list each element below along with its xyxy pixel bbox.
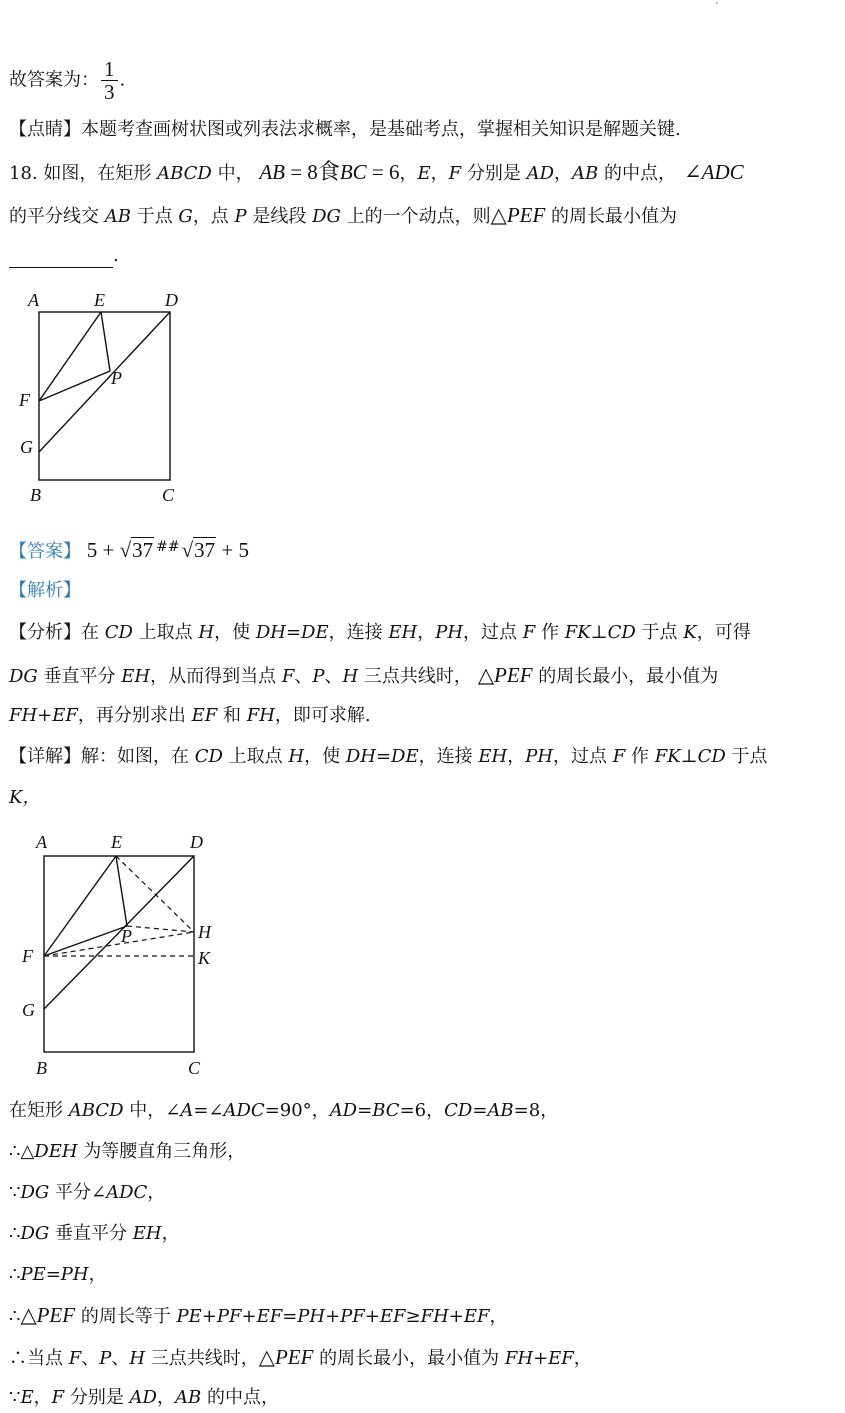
proof-line [9, 1099, 558, 1123]
fraction [101, 58, 118, 103]
variable: CD [194, 746, 223, 767]
variable: FK [564, 622, 591, 643]
var-g: G [178, 206, 193, 227]
text: ∵ [9, 1182, 21, 1203]
text: ， [489, 1306, 508, 1327]
var-h: H [342, 666, 359, 687]
text: 、 [324, 666, 343, 687]
text: ⊥ [680, 746, 698, 767]
label-c: C [188, 1058, 201, 1078]
text: 和 [217, 705, 247, 726]
text: 三点共线时， [145, 1348, 259, 1369]
segment-ep [101, 312, 110, 371]
math-triangle-pef: △PEF [20, 1303, 76, 1327]
text: 的中点， [598, 163, 677, 184]
variable: AB [487, 1100, 514, 1121]
variable: EH [388, 622, 418, 643]
text: ∴当点 [9, 1348, 69, 1369]
variable: F [51, 1387, 65, 1408]
var-fh-ef: FH+EF [9, 705, 78, 726]
variable: F [522, 622, 536, 643]
segment-ep [116, 856, 127, 926]
label-a: A [36, 832, 47, 852]
variable: AD [329, 1100, 358, 1121]
variable: AB [174, 1387, 202, 1408]
text: 上的一个动点，则 [340, 206, 491, 227]
text: 中， [211, 163, 254, 184]
text: ， [507, 746, 526, 767]
text: =90°， [264, 1100, 330, 1121]
variable: PH [435, 622, 464, 643]
variable: H [198, 622, 215, 643]
text: 于点 [725, 746, 768, 767]
text: ，使 [214, 622, 256, 643]
text: 于点 [130, 206, 179, 227]
proof-line [9, 1263, 107, 1287]
text: 在 [81, 622, 105, 643]
answer-expr-prefix: 5 + [86, 538, 120, 562]
text: 作 [535, 622, 565, 643]
fenxi-line-3 [9, 704, 371, 728]
variable: K [683, 622, 697, 643]
math-eq6: = 6 [366, 160, 400, 184]
variable: FH+EF [504, 1348, 574, 1369]
text: 垂直平分 [37, 666, 122, 687]
math-triangle-pef: △PEF [490, 203, 546, 227]
variable: FK [654, 746, 681, 767]
text: ，使 [304, 746, 346, 767]
var-ab: AB [572, 163, 599, 184]
label-d: D [165, 290, 178, 310]
var-fh: FH [246, 705, 275, 726]
text: 为等腰直角三角形， [77, 1141, 246, 1162]
text: . [113, 245, 119, 266]
var-ad: AD [526, 163, 555, 184]
xiangjie-line-2: K， [9, 787, 41, 808]
text: ∴△ [9, 1141, 35, 1162]
variable: DEH [34, 1141, 78, 1162]
label-p: P [121, 926, 132, 946]
text: ， [399, 163, 418, 184]
variable: DH=DE [255, 622, 329, 643]
segment-fh-dashed [44, 932, 194, 956]
variable: FH+EF [420, 1306, 490, 1327]
variable: F [68, 1348, 82, 1369]
garbled-glyph: 食 [317, 160, 340, 185]
proof-line [9, 1345, 592, 1371]
text: ，点 [192, 206, 235, 227]
proof-line [9, 1386, 279, 1410]
problem-line-1 [9, 160, 744, 186]
label-g: G [22, 1000, 35, 1020]
var-eh: EH [121, 666, 151, 687]
text: ，可得 [696, 622, 751, 643]
variable: E [20, 1387, 34, 1408]
text: ，从而得到当点 [150, 666, 282, 687]
text: 的平分线交 [9, 206, 105, 227]
text: 上取点 [222, 746, 289, 767]
variable: CD [607, 622, 636, 643]
text: =∠ [193, 1100, 224, 1121]
var-ef: EF [191, 705, 218, 726]
sqrt-37: √37 [119, 538, 154, 562]
radicand: 37 [132, 538, 154, 562]
variable: ABCD [68, 1100, 124, 1121]
variable: AD [129, 1387, 157, 1408]
text: =8， [513, 1100, 559, 1121]
segment-fp [44, 926, 127, 956]
text: ， [33, 1387, 52, 1408]
label-g: G [20, 437, 33, 457]
text: ，过点 [553, 746, 613, 767]
review-line [9, 118, 681, 142]
text: 作 [625, 746, 655, 767]
proof-line [9, 1222, 180, 1246]
text: ， [88, 1264, 107, 1285]
text: 是线段 [246, 206, 313, 227]
text: ∴ [9, 1223, 21, 1244]
variable: ADC [106, 1182, 148, 1203]
text: 中，∠ [123, 1100, 181, 1121]
math-angle-adc: ∠ADC [684, 160, 744, 184]
review-text: 本题考查画树状图或列表法求概率，是基础考点，掌握相关知识是解题关键. [81, 119, 681, 140]
segment-ef [44, 856, 116, 956]
text: 、 [111, 1348, 130, 1369]
label-f: F [19, 390, 30, 410]
var-f: F [281, 666, 295, 687]
text: ，连接 [418, 746, 479, 767]
text: 解：如图，在 [81, 746, 195, 767]
review-tag: 【点睛】 [9, 119, 81, 140]
text: ⊥ [590, 622, 608, 643]
variable: BC [372, 1100, 400, 1121]
xiangjie-line-1 [9, 745, 768, 769]
answer-line [9, 535, 249, 564]
text: ∵ [9, 1387, 21, 1408]
text: ，再分别求出 [77, 705, 192, 726]
text: 在矩形 [9, 1100, 69, 1121]
text: 三点共线时， [358, 666, 472, 687]
analysis-tag: 【解析】 [9, 580, 81, 601]
answer-blank-line [9, 244, 119, 268]
answer-expr-suffix: + 5 [216, 538, 249, 562]
rectangle-abcd [44, 856, 194, 1052]
fenxi-line-2 [9, 663, 718, 689]
answer-tag: 【答案】 [9, 541, 81, 562]
text: ， [430, 163, 449, 184]
fraction-denominator: 3 [104, 80, 115, 104]
var-abcd: ABCD [157, 163, 212, 184]
variable: F [612, 746, 626, 767]
proof-line [9, 1303, 507, 1329]
text: 上取点 [132, 622, 199, 643]
segment-ph-dashed [127, 926, 194, 932]
label-f: F [22, 946, 33, 966]
label-e: E [111, 832, 122, 852]
variable: CD [104, 622, 133, 643]
variable: DG [20, 1182, 50, 1203]
previous-answer-line [9, 58, 125, 103]
var-e: E [417, 163, 431, 184]
label-a: A [28, 290, 39, 310]
scan-dot [716, 2, 718, 4]
var-f: F [448, 163, 462, 184]
variable: CD [697, 746, 726, 767]
label-h: H [198, 922, 211, 942]
label-e: E [94, 290, 105, 310]
text: 的周长最小，最小值为 [532, 666, 719, 687]
text: 、 [81, 1348, 100, 1369]
text: 的周长最小，最小值为 [313, 1348, 505, 1369]
var-dg: DG [9, 666, 38, 687]
text: ， [156, 1387, 175, 1408]
label-b: B [36, 1058, 47, 1078]
text: 垂直平分 [49, 1223, 133, 1244]
label-d: D [190, 832, 203, 852]
variable: EH [478, 746, 508, 767]
text: = [357, 1100, 373, 1121]
figure-2 [10, 826, 230, 1081]
text: 于点 [635, 622, 684, 643]
text: ，连接 [328, 622, 389, 643]
label-p: P [111, 368, 122, 388]
variable: A [180, 1100, 194, 1121]
variable: PE=PH [20, 1264, 89, 1285]
fenxi-tag: 【分析】 [9, 622, 81, 643]
label-k: K [198, 948, 211, 968]
text: ≥ [405, 1306, 421, 1327]
sqrt-37: √37 [181, 538, 216, 562]
text: ， [161, 1223, 180, 1244]
variable: H [288, 746, 305, 767]
text: 平分∠ [49, 1182, 107, 1203]
answer-prefix: 故答案为： [9, 69, 99, 91]
problem-line-2 [9, 203, 677, 229]
text: 、 [294, 666, 313, 687]
text: 的周长最小值为 [545, 206, 678, 227]
text: ， [573, 1348, 592, 1369]
variable: EH [132, 1223, 162, 1244]
math-triangle-pef: △PEF [477, 663, 533, 687]
text: ， [554, 163, 573, 184]
xiangjie-tag: 【详解】 [9, 746, 81, 767]
figure-1 [10, 285, 210, 510]
proof-line [9, 1140, 245, 1164]
math-triangle-pef: △PEF [258, 1345, 314, 1369]
math-eq8: = 8 [284, 160, 318, 184]
variable: P [99, 1348, 112, 1369]
fenxi-line-1-text [81, 622, 751, 643]
variable: CD [444, 1100, 473, 1121]
variable: ADC [223, 1100, 265, 1121]
label-b: B [30, 485, 41, 505]
fraction-numerator: 1 [101, 58, 118, 81]
variable: H [129, 1348, 146, 1369]
variable: PH [525, 746, 554, 767]
text: ，过点 [463, 622, 523, 643]
xiangjie-line-1-text [81, 746, 768, 767]
var-dg: DG [312, 206, 341, 227]
answer-blank [9, 249, 113, 268]
variable: DG [20, 1223, 50, 1244]
text: 的中点， [201, 1387, 279, 1408]
text: ， [417, 622, 436, 643]
label-c: C [162, 485, 175, 505]
var-ab: AB [104, 206, 131, 227]
var-p: P [234, 206, 247, 227]
variable: PE+PF+EF=PH+PF+EF [176, 1306, 406, 1327]
variable: DH=DE [345, 746, 419, 767]
text: =6， [399, 1100, 445, 1121]
fenxi-line-1 [9, 621, 751, 645]
math-ab: AB [259, 160, 285, 184]
radicand: 37 [194, 538, 216, 562]
answer-separator: ## [156, 539, 180, 555]
text: ∴ [9, 1306, 21, 1327]
var-p: P [312, 666, 325, 687]
text: ， [147, 1182, 166, 1203]
proof-line [9, 1181, 165, 1205]
problem-number: 18. 如图，在矩形 [9, 163, 158, 184]
text: ，即可求解. [274, 705, 371, 726]
math-bc: BC [339, 160, 367, 184]
text: 的周长等于 [75, 1306, 177, 1327]
text: 分别是 [64, 1387, 130, 1408]
text: = [472, 1100, 488, 1121]
text: 分别是 [461, 163, 527, 184]
answer-suffix: . [119, 69, 126, 91]
text: ∴ [9, 1264, 21, 1285]
